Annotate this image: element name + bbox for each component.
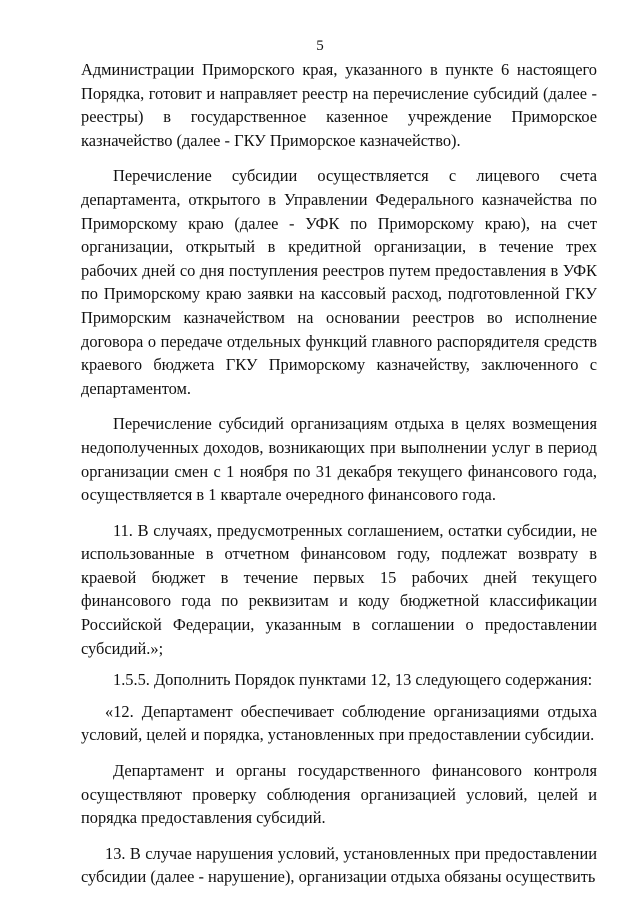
paragraph-8-item-13: 13. В случае нарушения условий, установленных при предоставлении субсидии (далее - нарушение), организации отдыха обязаны осуществить <box>81 843 597 887</box>
page-number: 5 <box>316 38 324 54</box>
paragraph-7: Департамент и органы государственного финансового контроля осуществляют проверку соблюдения организацией условий, целей и порядка предоставления субсидий. <box>81 761 597 828</box>
paragraph-2: Перечисление субсидии осуществляется с лицевого счета департамента, открытого в Управлении Федерального казначейства по Приморскому краю (далее - УФК по Приморскому краю), на счет организации, открытый в кредитной организации, в течение трех рабочих дней со дня поступления реестров путем предоставления в УФК по Приморскому краю заявки на кассовый расход, подготовленной ГКУ Приморским казначейством на основании реестров во исполнение договора о передаче отдельных функций главного распорядителя средств краевого бюджета ГКУ Приморскому казначейству, заключенного с департаментом. <box>81 166 597 398</box>
paragraph-4-item-11: 11. В случаях, предусмотренных соглашением, остатки субсидии, не использованные в отчетном финансовом году, подлежат возврату в краевой бюджет в течение первых 15 рабочих дней текущего финансового года по реквизитам и коду бюджетной классификации Российской Федерации, указанным в соглашении о предоставлении субсидий.»; <box>81 520 597 658</box>
paragraph-3: Перечисление субсидий организациям отдыха в целях возмещения недополученных доходов, возникающих при выполнении услуг в период организации смен с 1 ноября по 31 декабря текущего финансового года, осуществляется в 1 квартале очередного финансового года. <box>81 414 597 505</box>
paragraph-1: Администрации Приморского края, указанного в пункте 6 настоящего Порядка, готовит и направляет реестр на перечисление субсидий (далее - реестры) в государственное казенное учреждение Приморское казначейство (далее - ГКУ Приморское казначейство). <box>81 60 597 150</box>
paragraph-5-amendment: 1.5.5. Дополнить Порядок пунктами 12, 13 следующего содержания: <box>113 670 593 690</box>
document-body <box>81 58 597 889</box>
paragraph-6-item-12: «12. Департамент обеспечивает соблюдение организациями отдыха условий, целей и порядка, установленных при предоставлении субсидии. <box>81 701 597 745</box>
